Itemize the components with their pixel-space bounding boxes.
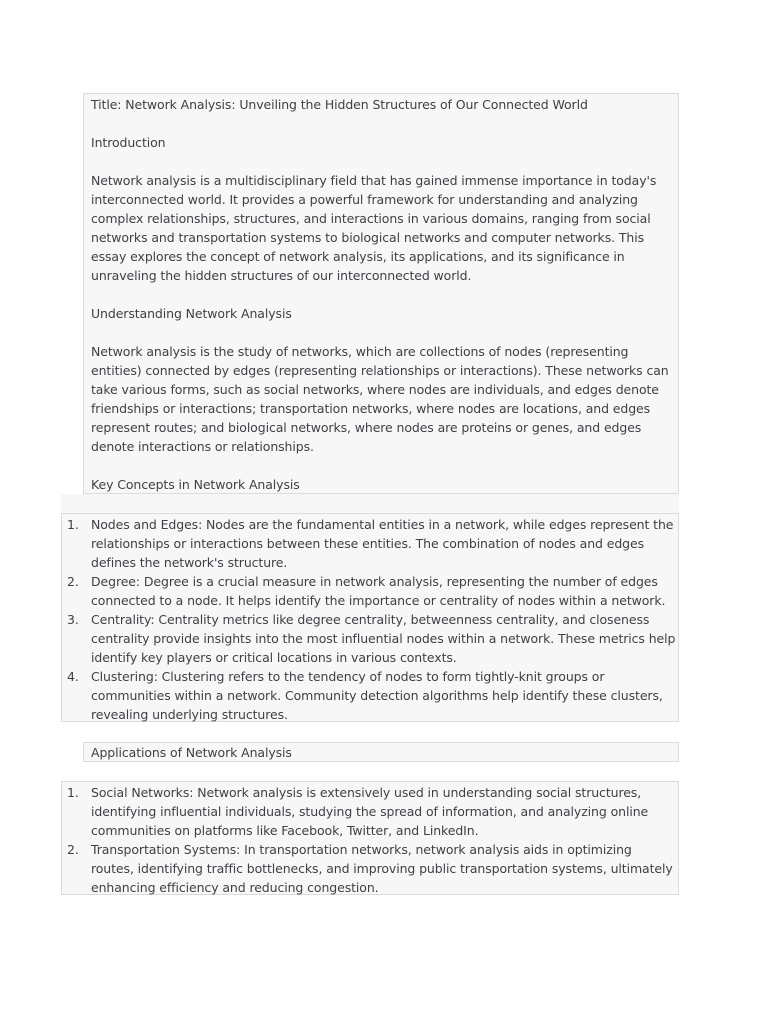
list-item (62, 840, 678, 897)
list-number: 2. (67, 574, 79, 589)
applications-list-block (61, 781, 679, 895)
list-item (62, 610, 678, 667)
understanding-heading: Understanding Network Analysis (91, 306, 292, 321)
list-number: 1. (67, 785, 79, 800)
list-item-text: Transportation Systems: In transportation networks, network analysis aids in optimizing routes, identifying traffic bottlenecks, and improving public transportation systems, ultimately enhancing efficiency and reducing congestion. (91, 842, 673, 895)
list-number: 3. (67, 612, 79, 627)
key-concepts-heading: Key Concepts in Network Analysis (91, 477, 300, 492)
applications-list (62, 783, 678, 897)
list-item-text: Centrality: Centrality metrics like degree centrality, betweenness centrality, and closeness centrality provide insights into the most influential nodes within a network. These metrics help identify key players or critical locations in various contexts. (91, 612, 676, 665)
list-item-text: Nodes and Edges: Nodes are the fundamental entities in a network, while edges represent the relationships or interactions between these entities. The combination of nodes and edges defines the network's structure. (91, 517, 674, 570)
understanding-paragraph: Network analysis is the study of networks, which are collections of nodes (representing entities) connected by edges (representing relationships or interactions). These networks can take various forms, such as social networks, where nodes are individuals, and edges denote friendships or interactions; transportation networks, where nodes are locations, and edges represent routes; and biological networks, where nodes are proteins or genes, and edges denote interactions or relationships. (91, 344, 669, 454)
list-item-text: Social Networks: Network analysis is extensively used in understanding social structures, identifying influential individuals, studying the spread of information, and analyzing online communities on platforms like Facebook, Twitter, and LinkedIn. (91, 785, 649, 838)
applications-heading: Applications of Network Analysis (91, 745, 292, 760)
list-item (62, 515, 678, 572)
list-item (62, 572, 678, 610)
list-number: 2. (67, 842, 79, 857)
applications-heading-block (83, 742, 679, 762)
key-concepts-list-block (61, 513, 679, 722)
essay-title: Title: Network Analysis: Unveiling the Hidden Structures of Our Connected World (91, 97, 588, 112)
key-concepts-list (62, 515, 678, 724)
list-item-text: Clustering: Clustering refers to the tendency of nodes to form tightly-knit groups or communities within a network. Community detection algorithms help identify these clusters, revealing underlying structures. (91, 669, 663, 722)
list-item (62, 783, 678, 840)
list-number: 1. (67, 517, 79, 532)
introduction-paragraph: Network analysis is a multidisciplinary field that has gained immense importance in today's interconnected world. It provides a powerful framework for understanding and analyzing complex relationships, structures, and interactions in various domains, ranging from social networks and transportation systems to biological networks and computer networks. This essay explores the concept of network analysis, its applications, and its significance in unraveling the hidden structures of our interconnected world. (91, 173, 657, 283)
introduction-heading: Introduction (91, 135, 166, 150)
list-item-text: Degree: Degree is a crucial measure in network analysis, representing the number of edges connected to a node. It helps identify the importance or centrality of nodes within a network. (91, 574, 666, 608)
section-divider (61, 494, 679, 513)
essay-intro-block (83, 93, 679, 494)
list-number: 4. (67, 669, 79, 684)
list-item (62, 667, 678, 724)
